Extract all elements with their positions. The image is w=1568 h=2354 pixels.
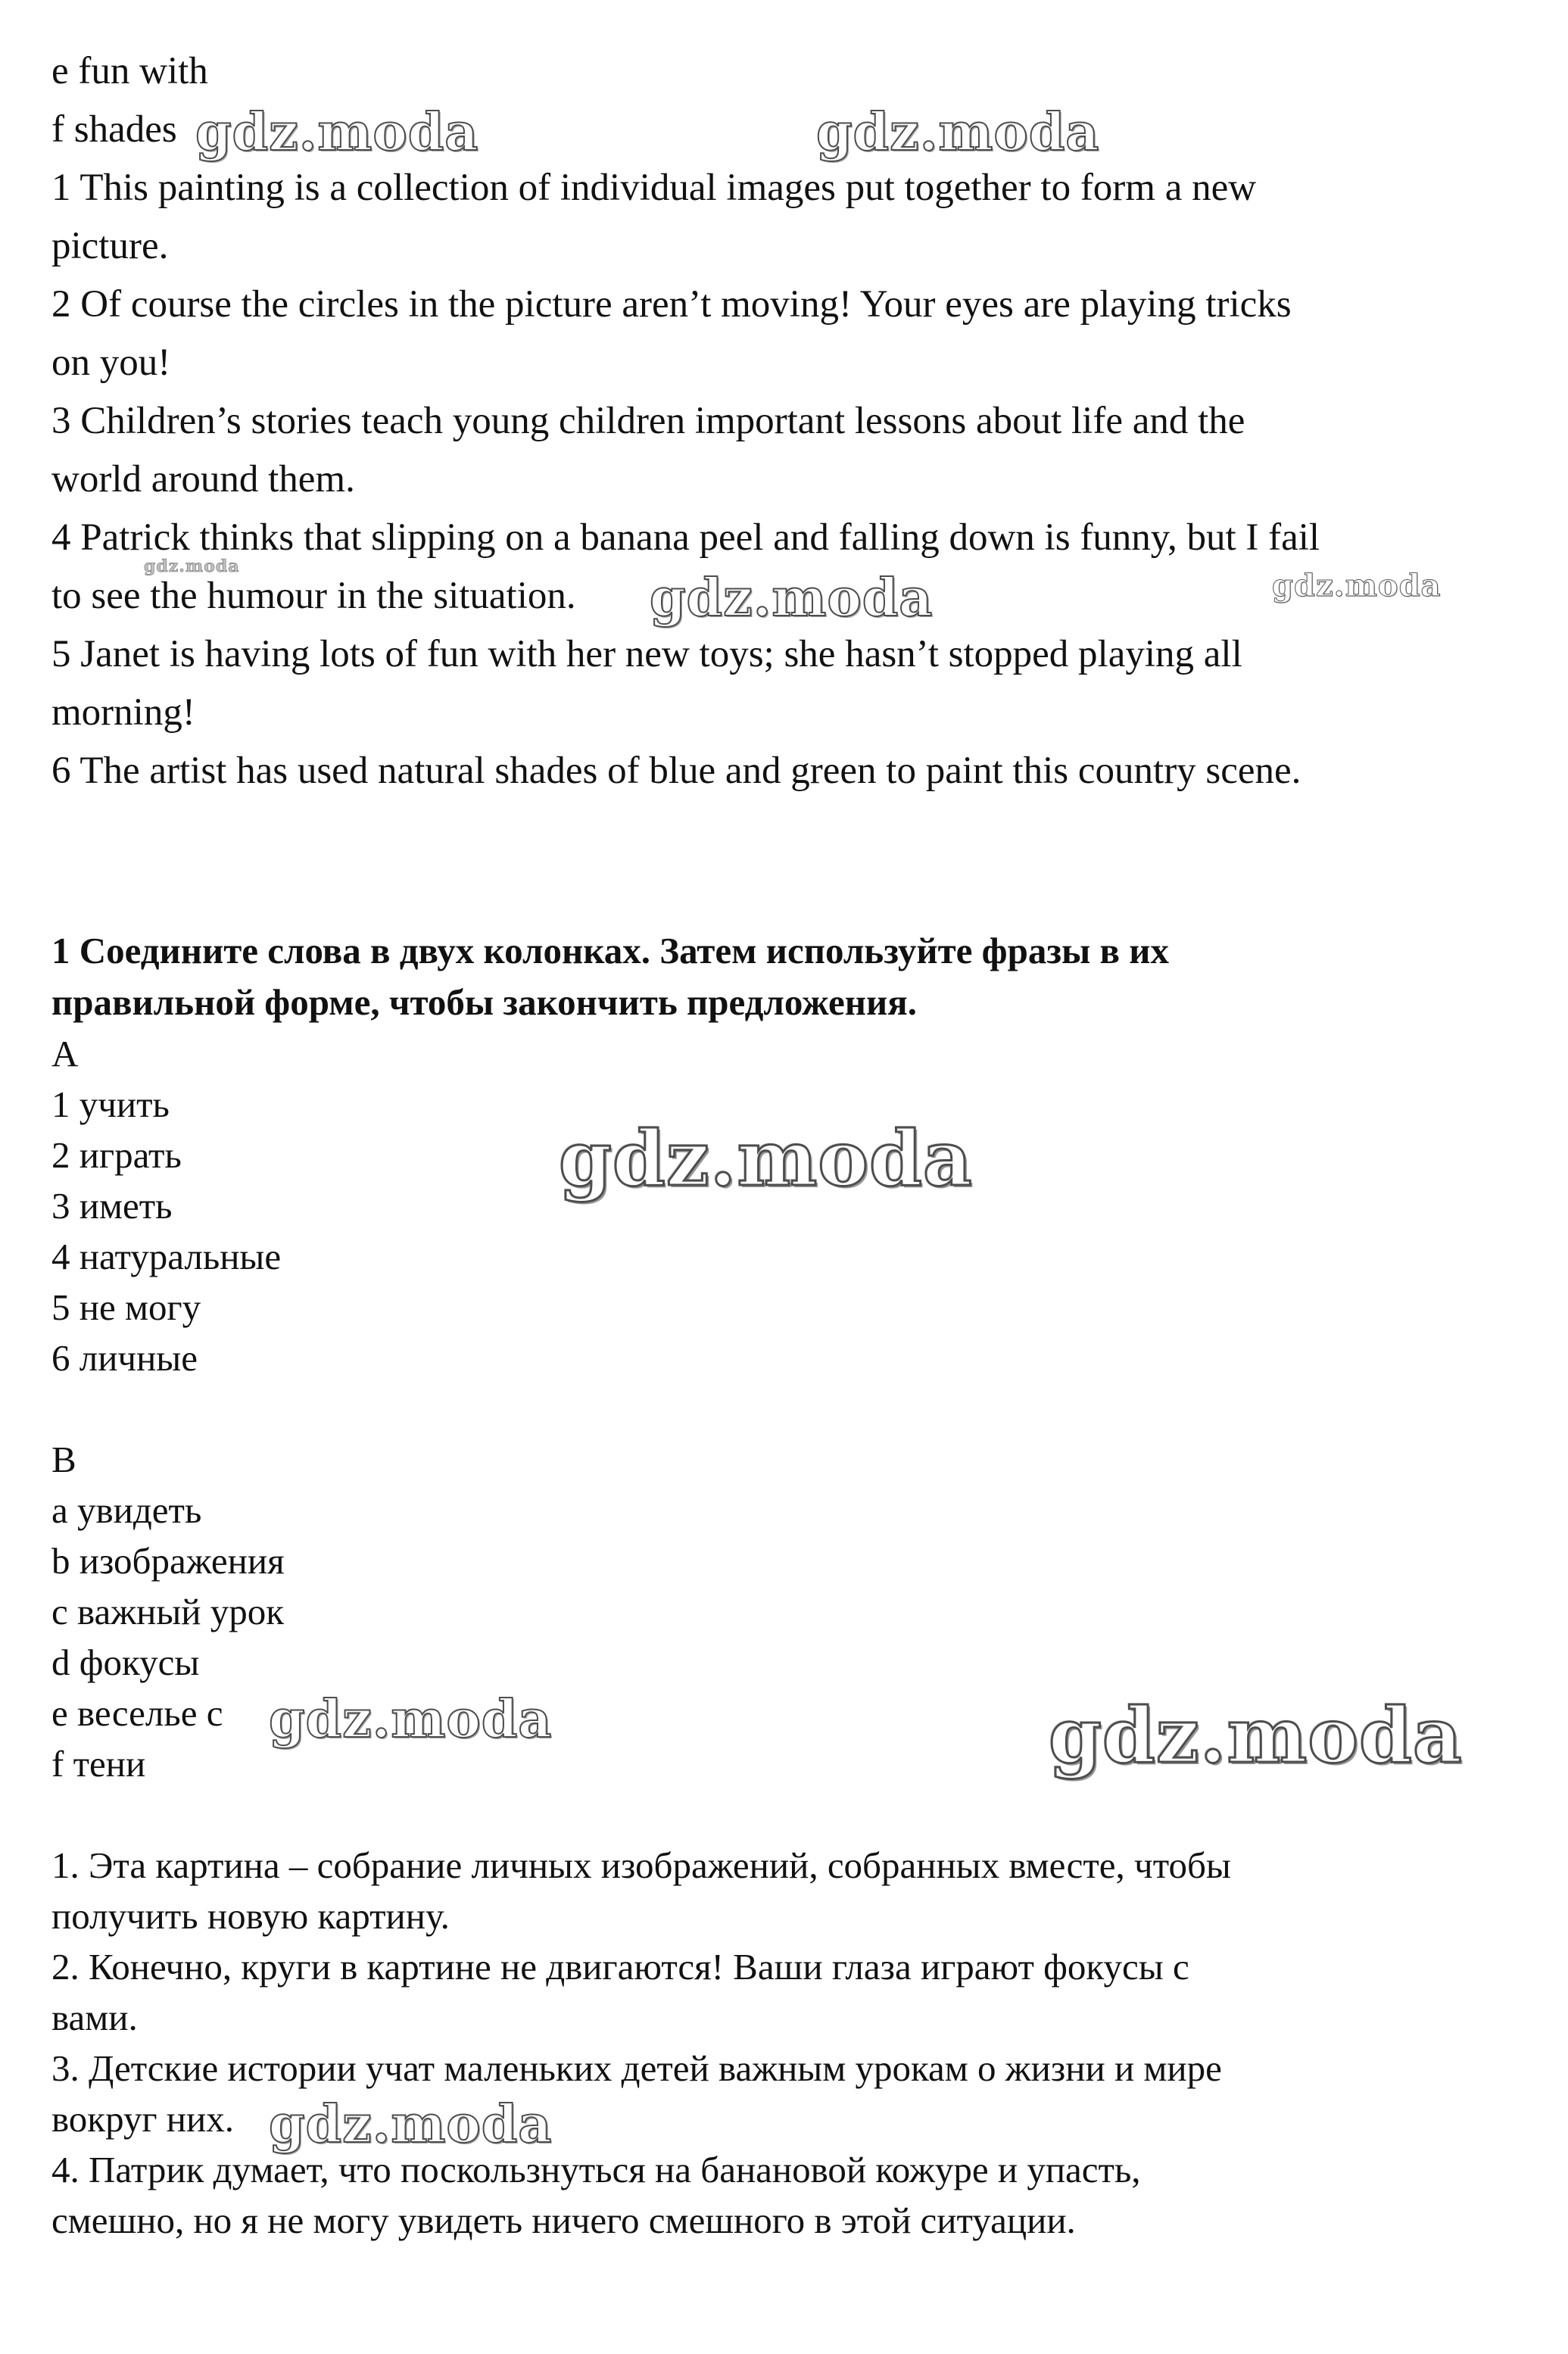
russian-translation-2-cont: вами. [51, 1997, 138, 2038]
watermark-logo: gdz.moda [144, 557, 240, 576]
english-sentence-2: 2 Of course the circles in the picture aren’t moving! Your eyes are playing tricks [51, 283, 1292, 326]
column-b-item-a: a увидеть [51, 1489, 202, 1531]
task-heading-line-2: правильной форме, чтобы закончить предложения. [51, 981, 918, 1023]
english-sentence-3: 3 Children’s stories teach young children important lessons about life and the [51, 400, 1245, 442]
column-b-item-b: b изображения [51, 1540, 285, 1582]
column-b-heading: B [51, 1439, 76, 1480]
watermark-logo: gdz.moda [269, 1689, 553, 1750]
english-sentence-4-cont: to see the humour in the situation. [51, 575, 576, 617]
column-a-item-2: 2 играть [51, 1134, 182, 1176]
column-a-item-5: 5 не могу [51, 1286, 201, 1328]
russian-translation-3: 3. Детские истории учат маленьких детей важным урокам о жизни и мире [51, 2047, 1222, 2089]
english-sentence-4: 4 Patrick thinks that slipping on a banana peel and falling down is funny, but I fail [51, 516, 1320, 559]
column-b-item-d: d фокусы [51, 1642, 200, 1683]
russian-translation-4-cont: смешно, но я не могу увидеть ничего смешного в этой ситуации. [51, 2200, 1076, 2241]
column-a-item-4: 4 натуральные [51, 1236, 282, 1277]
watermark-logo: gdz.moda [650, 568, 934, 628]
english-sentence-1-cont: picture. [51, 225, 169, 267]
watermark-logo: gdz.moda [1049, 1691, 1463, 1780]
column-b-item-e: e веселье с [51, 1692, 223, 1734]
english-sentence-1: 1 This painting is a collection of individual images put together to form a new [51, 167, 1257, 209]
watermark-logo: gdz.moda [269, 2094, 553, 2155]
english-sentence-2-cont: on you! [51, 341, 171, 384]
russian-translation-3-cont: вокруг них. [51, 2098, 235, 2140]
column-a-heading: A [51, 1033, 79, 1074]
option-e: e fun with [51, 50, 208, 92]
english-sentence-6: 6 The artist has used natural shades of blue and green to paint this country scene. [51, 750, 1301, 792]
option-f: f shades [51, 108, 177, 151]
column-a-item-6: 6 личные [51, 1337, 198, 1379]
watermark-logo: gdz.moda [559, 1114, 973, 1203]
russian-translation-2: 2. Конечно, круги в картине не двигаются! Ваши глаза играют фокусы с [51, 1946, 1189, 1988]
english-sentence-5: 5 Janet is having lots of fun with her new toys; she hasn’t stopped playing all [51, 633, 1242, 675]
russian-translation-4: 4. Патрик думает, что поскользнуться на банановой кожуре и упасть, [51, 2149, 1141, 2190]
column-b-item-c: c важный урок [51, 1591, 285, 1632]
english-sentence-3-cont: world around them. [51, 458, 355, 500]
english-sentence-5-cont: morning! [51, 691, 195, 734]
russian-translation-1-cont: получить новую картину. [51, 1895, 450, 1937]
watermark-logo: gdz.moda [195, 102, 479, 163]
watermark-logo: gdz.moda [816, 102, 1100, 163]
watermark-logo: gdz.moda [1272, 568, 1442, 603]
column-b-item-f: f тени [51, 1743, 146, 1785]
russian-translation-1: 1. Эта картина – собрание личных изображений, собранных вместе, чтобы [51, 1844, 1231, 1886]
column-a-item-3: 3 иметь [51, 1185, 173, 1227]
task-heading-line-1: 1 Соедините слова в двух колонках. Затем используйте фразы в их [51, 930, 1169, 971]
column-a-item-1: 1 учить [51, 1083, 170, 1125]
